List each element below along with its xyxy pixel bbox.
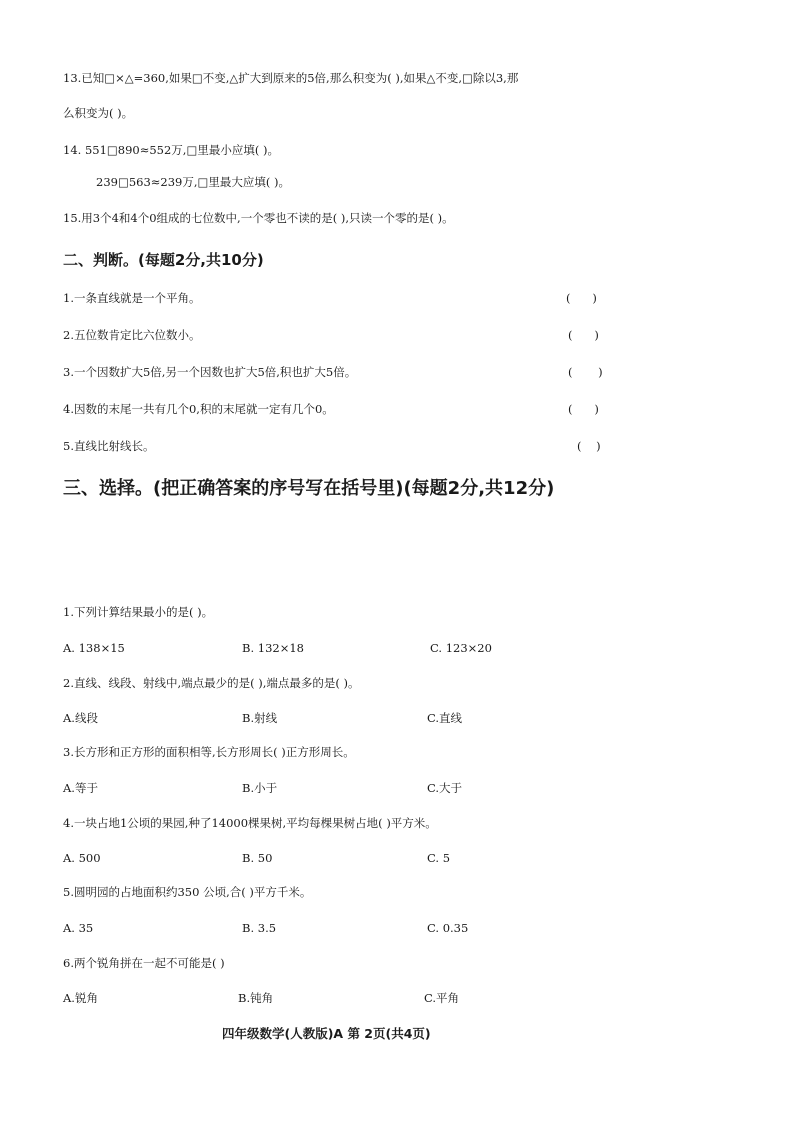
choice-option-a[interactable]: A.线段 [63, 711, 98, 725]
choice-option-c[interactable]: C.直线 [427, 711, 463, 725]
choice-question-stem: 2.直线、线段、射线中,端点最少的是( ),端点最多的是( )。 [63, 676, 360, 690]
choice-option-c[interactable]: C. 0.35 [427, 921, 469, 935]
choice-question-stem: 3.长方形和正方形的面积相等,长方形周长( )正方形周长。 [63, 745, 355, 759]
choice-option-b[interactable]: B. 3.5 [242, 921, 277, 935]
choice-question-stem: 1.下列计算结果最小的是( )。 [63, 605, 214, 619]
choice-option-b[interactable]: B.射线 [242, 711, 278, 725]
judge-answer-paren[interactable]: ( ) [577, 439, 601, 453]
q15: 15.用3个4和4个0组成的七位数中,一个零也不读的是( ),只读一个零的是( )。 [63, 211, 454, 225]
judge-answer-paren[interactable]: ( ) [568, 328, 599, 342]
choice-option-c[interactable]: C.平角 [424, 991, 460, 1005]
judge-item: 4.因数的末尾一共有几个0,积的末尾就一定有几个0。 [63, 402, 334, 416]
judge-heading: 二、判断。(每题2分,共10分) [63, 251, 264, 269]
choice-option-b[interactable]: B. 132×18 [242, 641, 304, 655]
choice-option-b[interactable]: B.钝角 [238, 991, 274, 1005]
q13-line-2: 么积变为( )。 [63, 106, 134, 120]
choice-option-a[interactable]: A.等于 [63, 781, 98, 795]
choice-option-a[interactable]: A. 35 [63, 921, 94, 935]
page-footer: 四年级数学(人教版)A 第 2页(共4页) [222, 1026, 431, 1041]
judge-item: 2.五位数肯定比六位数小。 [63, 328, 201, 342]
judge-item: 1.一条直线就是一个平角。 [63, 291, 201, 305]
q14-line-2: 239□563≈239万,□里最大应填( )。 [96, 175, 290, 189]
judge-answer-paren[interactable]: ( ) [568, 402, 599, 416]
judge-item: 3.一个因数扩大5倍,另一个因数也扩大5倍,积也扩大5倍。 [63, 365, 357, 379]
choice-heading: 三、选择。(把正确答案的序号写在括号里)(每题2分,共12分) [63, 478, 555, 499]
choice-question-stem: 4.一块占地1公顷的果园,种了14000棵果树,平均每棵果树占地( )平方米。 [63, 816, 437, 830]
choice-option-a[interactable]: A.锐角 [63, 991, 98, 1005]
judge-answer-paren[interactable]: ( ) [568, 365, 603, 379]
choice-question-stem: 6.两个锐角拼在一起不可能是( ) [63, 956, 225, 970]
choice-option-b[interactable]: B. 50 [242, 851, 273, 865]
choice-option-a[interactable]: A. 138×15 [63, 641, 125, 655]
choice-option-c[interactable]: C.大于 [427, 781, 463, 795]
choice-option-c[interactable]: C. 123×20 [430, 641, 492, 655]
choice-option-c[interactable]: C. 5 [427, 851, 451, 865]
choice-question-stem: 5.圆明园的占地面积约350 公顷,合( )平方千米。 [63, 885, 312, 899]
choice-option-b[interactable]: B.小于 [242, 781, 278, 795]
choice-option-a[interactable]: A. 500 [63, 851, 101, 865]
q14-line-1: 14. 551□890≈552万,□里最小应填( )。 [63, 143, 279, 157]
judge-answer-paren[interactable]: ( ) [566, 291, 597, 305]
q13-line-1: 13.已知□×△=360,如果□不变,△扩大到原来的5倍,那么积变为( ),如果△不变,□除以3,那 [63, 71, 519, 85]
judge-item: 5.直线比射线长。 [63, 439, 155, 453]
